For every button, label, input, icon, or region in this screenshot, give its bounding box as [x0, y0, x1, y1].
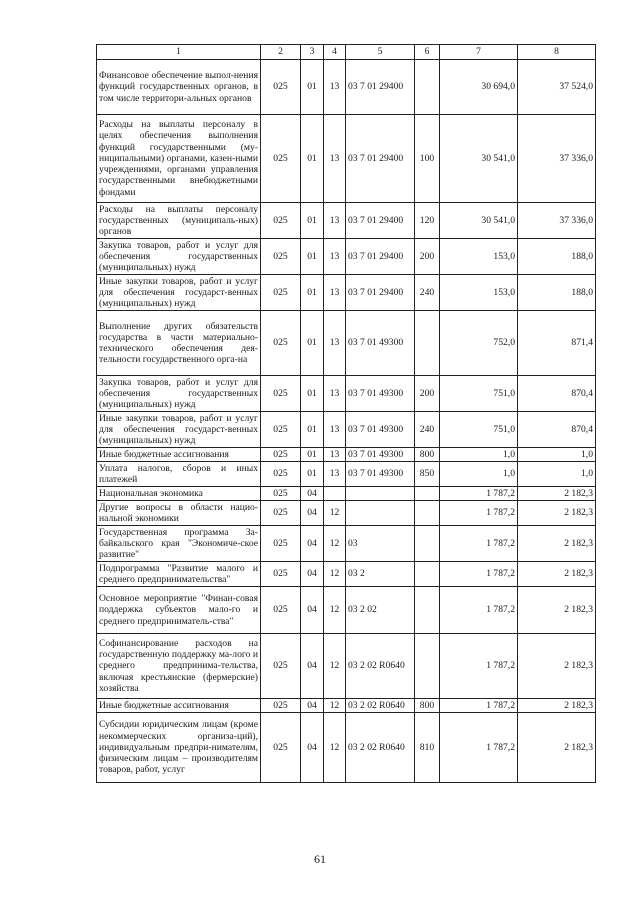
row-target-code: 03 2 02 R0640 [346, 634, 415, 699]
table-row [97, 239, 596, 275]
row-amount-col8: 2 182,3 [518, 634, 596, 699]
table-row [97, 526, 596, 562]
row-section: 04 [301, 487, 324, 501]
table-row [97, 376, 596, 412]
table-row [97, 713, 596, 783]
row-code: 025 [261, 526, 301, 562]
row-amount-col7: 1,0 [440, 448, 518, 462]
row-amount-col8: 37 336,0 [518, 203, 596, 239]
row-subsection: 13 [324, 462, 346, 487]
row-expense-type [415, 562, 440, 587]
row-subsection: 13 [324, 311, 346, 376]
row-code: 025 [261, 562, 301, 587]
row-section: 01 [301, 239, 324, 275]
row-section: 04 [301, 526, 324, 562]
row-section: 01 [301, 376, 324, 412]
row-name: Основное мероприятие "Финан-совая поддержка субъектов мало-го и среднего предприниматель-ства" [97, 587, 261, 634]
row-subsection: 12 [324, 501, 346, 526]
table-row [97, 311, 596, 376]
row-subsection: 12 [324, 587, 346, 634]
row-section: 04 [301, 562, 324, 587]
row-expense-type [415, 60, 440, 115]
row-subsection [324, 487, 346, 501]
row-subsection: 13 [324, 376, 346, 412]
row-target-code: 03 2 02 R0640 [346, 713, 415, 783]
row-subsection: 13 [324, 115, 346, 203]
row-code: 025 [261, 203, 301, 239]
table-row [97, 487, 596, 501]
row-amount-col8: 37 336,0 [518, 115, 596, 203]
table-header-row [97, 45, 596, 60]
table-row [97, 275, 596, 311]
column-header: 8 [518, 45, 596, 60]
column-header: 2 [261, 45, 301, 60]
row-amount-col8: 188,0 [518, 239, 596, 275]
row-code: 025 [261, 412, 301, 448]
row-code: 025 [261, 448, 301, 462]
row-amount-col7: 1 787,2 [440, 587, 518, 634]
row-expense-type [415, 311, 440, 376]
row-subsection: 13 [324, 448, 346, 462]
row-section: 01 [301, 115, 324, 203]
row-target-code: 03 7 01 49300 [346, 376, 415, 412]
table-row [97, 448, 596, 462]
row-subsection: 12 [324, 713, 346, 783]
table-row [97, 501, 596, 526]
row-amount-col8: 870,4 [518, 376, 596, 412]
row-code: 025 [261, 275, 301, 311]
row-amount-col7: 751,0 [440, 412, 518, 448]
row-section: 01 [301, 412, 324, 448]
table-row [97, 60, 596, 115]
page-number: 61 [314, 852, 326, 866]
row-target-code: 03 7 01 49300 [346, 448, 415, 462]
row-section: 04 [301, 501, 324, 526]
row-amount-col8: 2 182,3 [518, 562, 596, 587]
row-expense-type: 800 [415, 699, 440, 713]
row-amount-col7: 1 787,2 [440, 562, 518, 587]
row-amount-col7: 1,0 [440, 462, 518, 487]
row-subsection: 13 [324, 275, 346, 311]
row-target-code: 03 7 01 49300 [346, 462, 415, 487]
row-target-code: 03 7 01 29400 [346, 239, 415, 275]
table-row [97, 412, 596, 448]
row-code: 025 [261, 60, 301, 115]
column-header: 6 [415, 45, 440, 60]
row-amount-col8: 2 182,3 [518, 501, 596, 526]
row-code: 025 [261, 587, 301, 634]
row-amount-col7: 30 694,0 [440, 60, 518, 115]
column-header: 5 [346, 45, 415, 60]
row-code: 025 [261, 115, 301, 203]
row-expense-type [415, 634, 440, 699]
row-code: 025 [261, 713, 301, 783]
row-amount-col7: 1 787,2 [440, 526, 518, 562]
row-amount-col8: 2 182,3 [518, 587, 596, 634]
row-amount-col7: 1 787,2 [440, 713, 518, 783]
row-code: 025 [261, 634, 301, 699]
row-amount-col8: 870,4 [518, 412, 596, 448]
row-expense-type: 200 [415, 239, 440, 275]
row-subsection: 12 [324, 526, 346, 562]
row-amount-col7: 1 787,2 [440, 699, 518, 713]
row-amount-col8: 871,4 [518, 311, 596, 376]
row-amount-col8: 37 524,0 [518, 60, 596, 115]
row-name: Другие вопросы в области нацио-нальной экономики [97, 501, 261, 526]
row-amount-col7: 1 787,2 [440, 634, 518, 699]
row-name: Иные закупки товаров, работ и услуг для обеспечения государст-венных (муниципальных) нужд [97, 275, 261, 311]
column-header: 1 [97, 45, 261, 60]
row-name: Уплата налогов, сборов и иных платежей [97, 462, 261, 487]
row-target-code: 03 7 01 49300 [346, 311, 415, 376]
column-header: 3 [301, 45, 324, 60]
table-row [97, 203, 596, 239]
row-expense-type: 850 [415, 462, 440, 487]
table-row [97, 462, 596, 487]
table-row [97, 634, 596, 699]
row-target-code: 03 7 01 29400 [346, 275, 415, 311]
row-name: Субсидии юридическим лицам (кроме некоммерческих организа-ций), индивидуальным предпри-нимателям, физическим лицам – производителям товаров, работ, услуг [97, 713, 261, 783]
row-name: Иные бюджетные ассигнования [97, 448, 261, 462]
row-expense-type: 810 [415, 713, 440, 783]
column-header: 4 [324, 45, 346, 60]
row-subsection: 13 [324, 60, 346, 115]
row-section: 04 [301, 634, 324, 699]
row-subsection: 13 [324, 412, 346, 448]
budget-table [96, 44, 596, 783]
row-amount-col7: 30 541,0 [440, 115, 518, 203]
row-section: 01 [301, 60, 324, 115]
row-target-code: 03 [346, 526, 415, 562]
table-body [97, 60, 596, 783]
row-target-code [346, 487, 415, 501]
row-expense-type: 120 [415, 203, 440, 239]
row-amount-col8: 2 182,3 [518, 699, 596, 713]
row-code: 025 [261, 376, 301, 412]
row-target-code: 03 7 01 29400 [346, 115, 415, 203]
row-section: 01 [301, 275, 324, 311]
row-target-code: 03 2 02 R0640 [346, 699, 415, 713]
row-name: Государственная программа За-байкальского края "Экономиче-ское развитие" [97, 526, 261, 562]
row-expense-type [415, 587, 440, 634]
row-expense-type [415, 501, 440, 526]
row-target-code: 03 2 [346, 562, 415, 587]
row-code: 025 [261, 501, 301, 526]
row-name: Закупка товаров, работ и услуг для обеспечения государственных (муниципальных) нужд [97, 239, 261, 275]
row-section: 04 [301, 699, 324, 713]
row-amount-col8: 2 182,3 [518, 526, 596, 562]
row-name: Иные бюджетные ассигнования [97, 699, 261, 713]
table-row [97, 115, 596, 203]
row-expense-type [415, 526, 440, 562]
row-code: 025 [261, 311, 301, 376]
row-name: Национальная экономика [97, 487, 261, 501]
row-code: 025 [261, 487, 301, 501]
row-amount-col7: 1 787,2 [440, 487, 518, 501]
row-target-code: 03 7 01 49300 [346, 412, 415, 448]
row-subsection: 12 [324, 562, 346, 587]
table-row [97, 699, 596, 713]
row-section: 04 [301, 713, 324, 783]
table-row [97, 562, 596, 587]
row-code: 025 [261, 462, 301, 487]
row-name: Расходы на выплаты персоналу в целях обеспечения выполнения функций государственными (му-ниципальными) органами, казен-ными учреждениями, органами управления государственными внебюджетными фондами [97, 115, 261, 203]
row-target-code: 03 2 02 [346, 587, 415, 634]
row-section: 01 [301, 311, 324, 376]
row-subsection: 12 [324, 634, 346, 699]
row-expense-type: 240 [415, 275, 440, 311]
row-amount-col7: 751,0 [440, 376, 518, 412]
row-name: Иные закупки товаров, работ и услуг для обеспечения государст-венных (муниципальных) нужд [97, 412, 261, 448]
row-code: 025 [261, 699, 301, 713]
row-subsection: 12 [324, 699, 346, 713]
row-amount-col7: 153,0 [440, 239, 518, 275]
row-code: 025 [261, 239, 301, 275]
row-amount-col7: 30 541,0 [440, 203, 518, 239]
row-amount-col7: 1 787,2 [440, 501, 518, 526]
row-expense-type [415, 487, 440, 501]
row-name: Расходы на выплаты персоналу государственных (муниципаль-ных) органов [97, 203, 261, 239]
row-amount-col8: 188,0 [518, 275, 596, 311]
row-name: Финансовое обеспечение выпол-нения функций государственных органов, в том числе территори-альных органов [97, 60, 261, 115]
row-amount-col8: 2 182,3 [518, 713, 596, 783]
row-amount-col7: 752,0 [440, 311, 518, 376]
column-header: 7 [440, 45, 518, 60]
row-expense-type: 240 [415, 412, 440, 448]
row-amount-col8: 1,0 [518, 448, 596, 462]
row-subsection: 13 [324, 239, 346, 275]
row-name: Выполнение других обязательств государства в части материально-технического обеспечения дея-тельности государственного орга-на [97, 311, 261, 376]
row-section: 04 [301, 587, 324, 634]
row-expense-type: 200 [415, 376, 440, 412]
table-row [97, 587, 596, 634]
row-target-code: 03 7 01 29400 [346, 203, 415, 239]
row-section: 01 [301, 203, 324, 239]
row-target-code: 03 7 01 29400 [346, 60, 415, 115]
row-target-code [346, 501, 415, 526]
row-section: 01 [301, 448, 324, 462]
row-section: 01 [301, 462, 324, 487]
row-amount-col7: 153,0 [440, 275, 518, 311]
row-name: Закупка товаров, работ и услуг для обеспечения государственных (муниципальных) нужд [97, 376, 261, 412]
row-expense-type: 100 [415, 115, 440, 203]
row-name: Софинансирование расходов на государственную поддержку ма-лого и среднего предпринима-тельства, включая крестьянские (фермерские) хозяйства [97, 634, 261, 699]
row-amount-col8: 1,0 [518, 462, 596, 487]
row-subsection: 13 [324, 203, 346, 239]
row-amount-col8: 2 182,3 [518, 487, 596, 501]
row-name: Подпрограмма "Развитие малого и среднего предпринимательства" [97, 562, 261, 587]
row-expense-type: 800 [415, 448, 440, 462]
